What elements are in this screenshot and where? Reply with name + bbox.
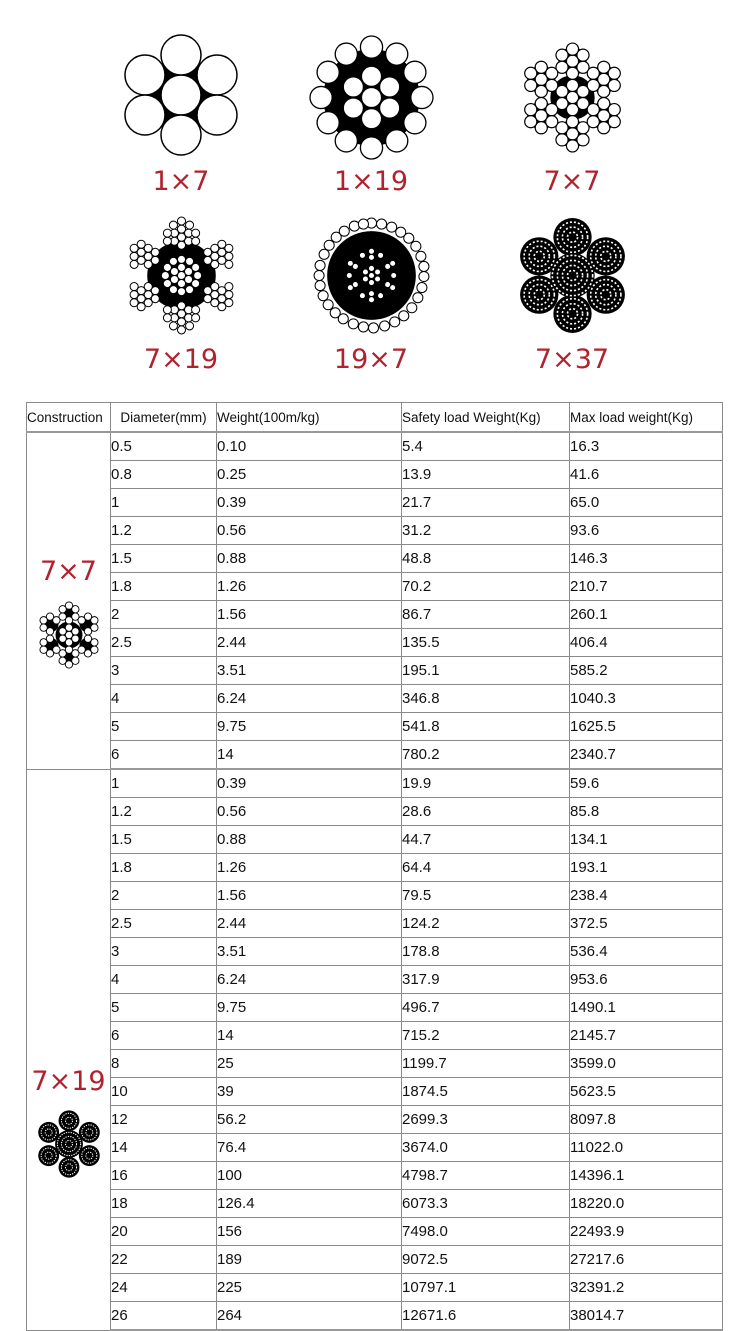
diameter-cell: 3 — [111, 657, 217, 685]
diameter-cell: 18 — [111, 1190, 217, 1218]
safety-load-cell: 64.4 — [402, 854, 570, 882]
diameter-cell: 2 — [111, 601, 217, 629]
max-load-cell: 11022.0 — [570, 1134, 723, 1162]
diameter-cell: 10 — [111, 1078, 217, 1106]
table-row — [27, 882, 723, 910]
weight-cell: 1.26 — [217, 573, 402, 601]
max-load-cell: 1625.5 — [570, 713, 723, 741]
max-load-cell: 238.4 — [570, 882, 723, 910]
weight-cell: 3.51 — [217, 938, 402, 966]
weight-cell: 0.10 — [217, 432, 402, 461]
table-row — [27, 1190, 723, 1218]
safety-load-cell: 195.1 — [402, 657, 570, 685]
safety-load-cell: 86.7 — [402, 601, 570, 629]
weight-cell: 0.39 — [217, 489, 402, 517]
weight-cell: 56.2 — [217, 1106, 402, 1134]
construction-label: 7×7 — [40, 556, 97, 588]
gallery-item-1x7 — [101, 30, 261, 197]
max-load-cell: 193.1 — [570, 854, 723, 882]
diameter-cell: 4 — [111, 685, 217, 713]
weight-cell: 14 — [217, 741, 402, 770]
table-row — [27, 601, 723, 629]
max-load-cell: 210.7 — [570, 573, 723, 601]
max-load-cell: 1490.1 — [570, 994, 723, 1022]
weight-cell: 9.75 — [217, 713, 402, 741]
max-load-cell: 585.2 — [570, 657, 723, 685]
safety-load-cell: 31.2 — [402, 517, 570, 545]
diameter-cell: 5 — [111, 713, 217, 741]
strand-1x19-icon — [309, 35, 434, 160]
table-row — [27, 685, 723, 713]
safety-load-cell: 124.2 — [402, 910, 570, 938]
safety-load-cell: 7498.0 — [402, 1218, 570, 1246]
diameter-cell: 22 — [111, 1246, 217, 1274]
safety-load-cell: 541.8 — [402, 713, 570, 741]
safety-load-cell: 1874.5 — [402, 1078, 570, 1106]
diameter-cell: 2.5 — [111, 910, 217, 938]
gallery-item-7x19 — [101, 213, 261, 375]
weight-cell: 2.44 — [217, 629, 402, 657]
diameter-cell: 0.8 — [111, 461, 217, 489]
rope-7x7-icon — [31, 595, 107, 675]
weight-cell: 0.39 — [217, 769, 402, 798]
diameter-cell: 1.8 — [111, 854, 217, 882]
max-load-cell: 41.6 — [570, 461, 723, 489]
safety-load-cell: 346.8 — [402, 685, 570, 713]
gallery-label: 1×19 — [333, 166, 409, 197]
diameter-cell: 14 — [111, 1134, 217, 1162]
strand-1x7-icon — [116, 30, 246, 160]
max-load-cell: 406.4 — [570, 629, 723, 657]
max-load-cell: 85.8 — [570, 798, 723, 826]
weight-cell: 76.4 — [217, 1134, 402, 1162]
diameter-cell: 1.2 — [111, 798, 217, 826]
diameter-cell: 1.5 — [111, 545, 217, 573]
gallery-item-7x37 — [492, 213, 652, 375]
diameter-cell: 1 — [111, 769, 217, 798]
weight-cell: 2.44 — [217, 910, 402, 938]
table-row — [27, 657, 723, 685]
max-load-cell: 536.4 — [570, 938, 723, 966]
table-row — [27, 461, 723, 489]
table-row — [27, 1274, 723, 1302]
diameter-cell: 3 — [111, 938, 217, 966]
rope-7x37-icon — [510, 213, 635, 338]
diameter-cell: 12 — [111, 1106, 217, 1134]
table-row — [27, 1218, 723, 1246]
max-load-cell: 22493.9 — [570, 1218, 723, 1246]
max-load-cell: 5623.5 — [570, 1078, 723, 1106]
diameter-cell: 24 — [111, 1274, 217, 1302]
weight-cell: 189 — [217, 1246, 402, 1274]
max-load-cell: 3599.0 — [570, 1050, 723, 1078]
weight-cell: 14 — [217, 1022, 402, 1050]
safety-load-cell: 317.9 — [402, 966, 570, 994]
table-row — [27, 1050, 723, 1078]
gallery-item-7x7 — [492, 35, 652, 197]
header-diameter: Diameter(mm) — [111, 403, 217, 433]
safety-load-cell: 6073.3 — [402, 1190, 570, 1218]
max-load-cell: 260.1 — [570, 601, 723, 629]
weight-cell: 0.88 — [217, 545, 402, 573]
weight-cell: 0.56 — [217, 517, 402, 545]
weight-cell: 1.26 — [217, 854, 402, 882]
max-load-cell: 146.3 — [570, 545, 723, 573]
diameter-cell: 20 — [111, 1218, 217, 1246]
table-row — [27, 910, 723, 938]
table-row — [27, 1022, 723, 1050]
diameter-cell: 1 — [111, 489, 217, 517]
construction-cell — [27, 432, 111, 769]
table-row — [27, 769, 723, 798]
safety-load-cell: 496.7 — [402, 994, 570, 1022]
table-row — [27, 798, 723, 826]
table-row — [27, 1162, 723, 1190]
weight-cell: 25 — [217, 1050, 402, 1078]
safety-load-cell: 3674.0 — [402, 1134, 570, 1162]
diameter-cell: 0.5 — [111, 432, 217, 461]
safety-load-cell: 780.2 — [402, 741, 570, 770]
diameter-cell: 2 — [111, 882, 217, 910]
header-max-load: Max load weight(Kg) — [570, 403, 723, 433]
max-load-cell: 93.6 — [570, 517, 723, 545]
weight-cell: 156 — [217, 1218, 402, 1246]
safety-load-cell: 715.2 — [402, 1022, 570, 1050]
table-row — [27, 1246, 723, 1274]
diameter-cell: 1.8 — [111, 573, 217, 601]
diameter-cell: 1.2 — [111, 517, 217, 545]
max-load-cell: 65.0 — [570, 489, 723, 517]
diameter-cell: 26 — [111, 1302, 217, 1331]
gallery-label: 7×19 — [143, 344, 219, 375]
safety-load-cell: 12671.6 — [402, 1302, 570, 1331]
rope-19x7-icon — [309, 213, 434, 338]
weight-cell: 3.51 — [217, 657, 402, 685]
weight-cell: 100 — [217, 1162, 402, 1190]
table-row — [27, 517, 723, 545]
weight-cell: 6.24 — [217, 685, 402, 713]
weight-cell: 39 — [217, 1078, 402, 1106]
gallery-label: 7×7 — [543, 166, 601, 197]
max-load-cell: 2340.7 — [570, 741, 723, 770]
table-row — [27, 854, 723, 882]
safety-load-cell: 70.2 — [402, 573, 570, 601]
weight-cell: 225 — [217, 1274, 402, 1302]
diameter-cell: 4 — [111, 966, 217, 994]
table-row — [27, 966, 723, 994]
safety-load-cell: 13.9 — [402, 461, 570, 489]
diameter-cell: 6 — [111, 741, 217, 770]
diameter-cell: 5 — [111, 994, 217, 1022]
max-load-cell: 14396.1 — [570, 1162, 723, 1190]
safety-load-cell: 178.8 — [402, 938, 570, 966]
diameter-cell: 2.5 — [111, 629, 217, 657]
weight-cell: 264 — [217, 1302, 402, 1331]
weight-cell: 1.56 — [217, 601, 402, 629]
weight-cell: 9.75 — [217, 994, 402, 1022]
table-row — [27, 994, 723, 1022]
max-load-cell: 8097.8 — [570, 1106, 723, 1134]
table-body — [27, 432, 723, 1330]
diameter-cell: 16 — [111, 1162, 217, 1190]
safety-load-cell: 79.5 — [402, 882, 570, 910]
gallery-label: 1×7 — [152, 166, 210, 197]
weight-cell: 0.88 — [217, 826, 402, 854]
table-row — [27, 713, 723, 741]
diameter-cell: 1.5 — [111, 826, 217, 854]
safety-load-cell: 48.8 — [402, 545, 570, 573]
max-load-cell: 38014.7 — [570, 1302, 723, 1331]
table-row — [27, 1106, 723, 1134]
max-load-cell: 32391.2 — [570, 1274, 723, 1302]
table-header-row — [27, 403, 723, 433]
header-construction: Construction — [27, 403, 111, 433]
weight-cell: 0.56 — [217, 798, 402, 826]
table-row — [27, 573, 723, 601]
gallery-item-1x19 — [291, 35, 451, 197]
safety-load-cell: 9072.5 — [402, 1246, 570, 1274]
table-row — [27, 545, 723, 573]
weight-cell: 6.24 — [217, 966, 402, 994]
construction-label: 7×19 — [31, 1066, 106, 1097]
construction-gallery — [0, 0, 750, 380]
weight-cell: 126.4 — [217, 1190, 402, 1218]
weight-cell: 0.25 — [217, 461, 402, 489]
table-row — [27, 629, 723, 657]
diameter-cell: 6 — [111, 1022, 217, 1050]
safety-load-cell: 5.4 — [402, 432, 570, 461]
gallery-label: 19×7 — [333, 344, 409, 375]
header-weight: Weight(100m/kg) — [217, 403, 402, 433]
table-row — [27, 938, 723, 966]
max-load-cell: 1040.3 — [570, 685, 723, 713]
safety-load-cell: 44.7 — [402, 826, 570, 854]
rope-7x19-icon — [33, 1105, 105, 1183]
table-row — [27, 1078, 723, 1106]
table-row — [27, 826, 723, 854]
safety-load-cell: 19.9 — [402, 769, 570, 798]
safety-load-cell: 10797.1 — [402, 1274, 570, 1302]
table-row — [27, 432, 723, 461]
max-load-cell: 18220.0 — [570, 1190, 723, 1218]
max-load-cell: 953.6 — [570, 966, 723, 994]
diameter-cell: 8 — [111, 1050, 217, 1078]
rope-7x7-icon — [510, 35, 635, 160]
safety-load-cell: 4798.7 — [402, 1162, 570, 1190]
max-load-cell: 16.3 — [570, 432, 723, 461]
max-load-cell: 27217.6 — [570, 1246, 723, 1274]
safety-load-cell: 21.7 — [402, 489, 570, 517]
max-load-cell: 2145.7 — [570, 1022, 723, 1050]
weight-cell: 1.56 — [217, 882, 402, 910]
gallery-label: 7×37 — [534, 344, 610, 375]
safety-load-cell: 28.6 — [402, 798, 570, 826]
table-row — [27, 1134, 723, 1162]
header-safety-load: Safety load Weight(Kg) — [402, 403, 570, 433]
max-load-cell: 59.6 — [570, 769, 723, 798]
wire-rope-spec-table — [26, 402, 723, 1331]
table-row — [27, 741, 723, 770]
max-load-cell: 134.1 — [570, 826, 723, 854]
safety-load-cell: 135.5 — [402, 629, 570, 657]
safety-load-cell: 2699.3 — [402, 1106, 570, 1134]
safety-load-cell: 1199.7 — [402, 1050, 570, 1078]
gallery-item-19x7 — [291, 213, 451, 375]
table-row — [27, 1302, 723, 1331]
construction-cell — [27, 769, 111, 1330]
table-row — [27, 489, 723, 517]
max-load-cell: 372.5 — [570, 910, 723, 938]
rope-7x19-icon — [119, 213, 244, 338]
